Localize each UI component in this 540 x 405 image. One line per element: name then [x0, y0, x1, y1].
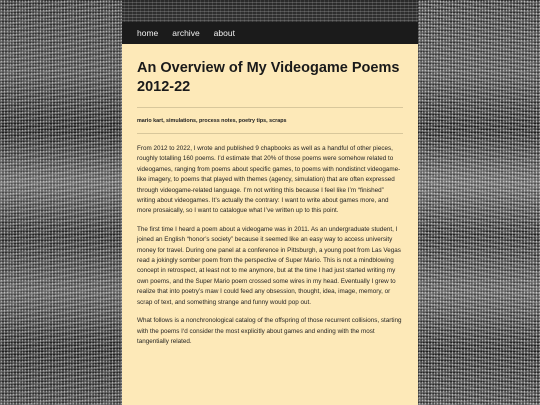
divider — [137, 133, 403, 134]
post-title[interactable]: An Overview of My Videogame Poems 2012-22 — [137, 60, 400, 95]
nav-about-link[interactable]: about — [213, 28, 235, 38]
post-paragraph: What follows is a nonchronological catalog of the offspring of those recurrent collisions, starting with the poems I‘d consider the most explicitly about games and ending with the most tangentially related. — [137, 317, 402, 345]
post-card — [122, 44, 418, 405]
nav-home-link[interactable]: home — [137, 28, 159, 38]
divider — [137, 107, 403, 108]
post-paragraph: From 2012 to 2022, I wrote and published 9 chapbooks as well as a handful of other pieces, roughly totalling 160 poems. I’d estimate that 20% of those poems were somehow related to videogames, ranging from poems about specific games, to poems with nondistinct videogame-like imagery, to poems that played with themes (agency, simulation) that are often expressed through videogame-related language. I’m not writing this because I feel like I’m “finished” writing about videogames. It’s actually the contrary: I want to write about games more, and more prosaically, so I want to catalogue what I’ve written up to this point. — [137, 145, 401, 215]
background-pattern-left — [0, 0, 122, 405]
background-pattern-right — [418, 0, 540, 405]
post-tags[interactable]: mario kart, simulations, process notes, poetry tips, scraps — [137, 118, 287, 124]
nav-archive-link[interactable]: archive — [172, 28, 200, 38]
top-nav — [122, 22, 418, 44]
post-paragraph: The first time I heard a poem about a videogame was in 2011. As an undergraduate student, I joined an English “honor’s society” because it seemed like an easy way to access university money for travel. During one panel at a conference in Pittsburgh, a young poet from Las Vegas read a jokingly somber poem from the perspective of Super Mario. This is not a mindblowing concept in retrospect, at least not to me anymore, but at the time I had just started writing my own poems, and the Super Mario poem crossed some wires in my head. Eventually I grew to realize that into poetry’s maw I could feed any obsession, thought, idea, image, memory, or scrap of text, and something strange and funny would pop out. — [137, 225, 401, 306]
